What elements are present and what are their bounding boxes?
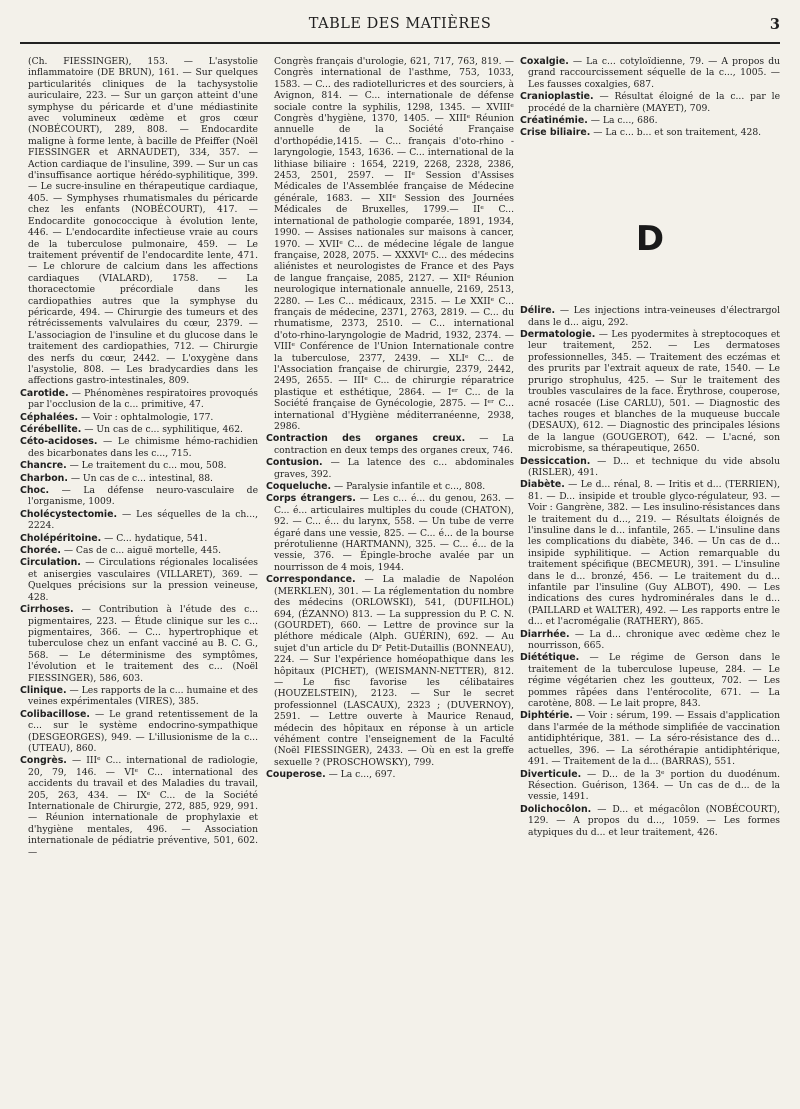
entry-headword: Coqueluche.	[266, 481, 332, 493]
index-entry	[520, 456, 780, 479]
entry-text: — La contraction en deux temps des organes creux, 746.	[274, 433, 514, 456]
entry-text: — Le d... rénal, 8. — Iritis et d... (TERRIEN), 81. — D... insipide et trouble glyco-régulateur, 93. — Voir : Gangrène, 382. — Les insulino-résistances dans le traitement du d..., 219. — Résultats éloignés de l'insuline dans le d... infantile, 265. — L'insuline dans les complications du diabète, 346. — Un cas de d... insipide syphilitique. — Action remarquable du traitement spécifique (BECMEUR), 391. — L'insuline dans le d... bronzé, 456. — Le traitement du d... infantile par l'insuline (Guy ALBOT), 490. — Les indications des cures hydrominérales dans le d... (PAILLARD et WALTER), 492. — Les rapports entre le d... et l'acromégalie (RATHERY), 865.	[528, 479, 780, 628]
entry-headword: Diététique.	[520, 652, 580, 664]
entry-headword: Cérébellite.	[20, 424, 82, 435]
entry-headword: Céphalées.	[20, 411, 79, 423]
entry-headword: Crise biliaire.	[520, 127, 591, 139]
index-entry	[520, 329, 780, 454]
entry-text: — D... et mégacôlon (NOBÉCOURT), 129. — A propos du d..., 1059. — Les formes atypiques du d... et leur traitement, 426.	[528, 803, 780, 838]
entry-headword: Coxalgie.	[520, 56, 569, 67]
entry-headword: Diabète.	[520, 479, 565, 491]
index-entry	[520, 804, 780, 838]
entry-headword: Cholécystectomie.	[20, 508, 118, 520]
index-entry	[20, 436, 258, 459]
entry-text: — Les injections intra-veineuses d'électrargol dans le d... aigu, 292.	[528, 305, 780, 328]
index-entry	[266, 56, 514, 432]
entry-text: — Un cas de c... syphilitique, 462.	[84, 424, 243, 435]
entry-headword: Céto-acidoses.	[20, 436, 98, 448]
entry-headword: Cranioplastie.	[520, 91, 594, 103]
entry-headword: Créatinémie.	[520, 115, 588, 127]
index-entry	[520, 629, 780, 652]
index-entry	[520, 127, 780, 138]
entry-text: — Paralysie infantile et c..., 808.	[334, 481, 486, 493]
entry-text: — IIIᵉ C... international de radiologie, 20, 79, 146. — VIᵉ C... international des accidents du travail et des Maladies du travail, 205, 263, 434. — IXᵉ C... de la Société Internationale de Chirurgie, 272, 885, 929, 991. — Réunion internationale de prophylaxie et d'hygiène mentales, 496. — Association internationale de pédiatrie préventive, 501, 602. —	[28, 755, 258, 858]
index-entry	[520, 56, 780, 90]
entry-text: — Résultat éloigné de la c... par le procédé de la charnière (MAYET), 709.	[528, 91, 780, 114]
index-entry	[20, 709, 258, 755]
entry-headword: Contusion.	[266, 457, 323, 469]
index-entry	[20, 412, 258, 423]
entry-headword: Dessiccation.	[520, 455, 591, 467]
entry-text: — La c..., 697.	[328, 769, 396, 781]
page-number: 3	[769, 16, 780, 33]
entry-headword: Clinique.	[20, 684, 67, 696]
section-letter: D	[635, 218, 665, 259]
index-entry	[20, 533, 258, 544]
entry-text: Congrès français d'urologie, 621, 717, 763, 819. — Congrès international de l'asthme, 753, 1033, 1583. — C... des radiotellurістes et des sourciers, à Avignon, 814. — C... internationale de défense sociale contre la syphilis, 1298, 1345. — XVIIIᵉ Congrès d'hygiène, 1370, 1405. — XIIIᵉ Réunion annuelle de la Société Française d'orthopédie,1415. — C... français d'oto-rhino - laryngologie, 1543, 1636. — C... international de la lithiase biliaire : 1654, 2219, 2268, 2328, 2386, 2453, 2501, 2597. — IIᵉ Session d'Assises Médicales de l'Assemblée française de Médecine générale, 1683. — XIIᵉ Session des Journées Médicales de Bruxelles, 1799.— IIᵉ C... international de pathologie comparée, 1891, 1934, 1990. — Assises nationales sur maisons à cancer, 1970. — XVIIᵉ C... de médecine légale de langue française, 2028, 2075. — XXXVIᵉ C... des médecins aliénistes et neurologistes de France et des Pays de langue française, 2085, 2127. — XIIᵉ Réunion neurologique internationale annuelle, 2169, 2513, 2280. — Les C... médicaux, 2315. — Le XXIIᵉ C... français de médecine, 2371, 2763, 2819. — C... du rhumatisme, 2373, 2510. — C... international d'oto-rhino-laryngologie de Madrid, 1932, 2374. — VIIIᵉ Conférence de l'Union Internationale contre la tuberculose, 2377, 2439. — XLIᵉ C... de l'Association française de chirurgie, 2379, 2442, 2495, 2655. — IIIᵉ C... de chirurgie réparatrice plastique et esthétique, 2864. — Iᵉʳ C... de la Société française de Gynécologie, 2875. — Iᵉʳ C... international d'Hygiène méditerranéenne, 2938, 2986.	[274, 56, 514, 432]
entry-text: — D... et technique du vide absolu (RISLER), 491.	[528, 455, 780, 478]
running-title: TABLE DES MATIÈRES	[308, 16, 492, 32]
entry-headword: Chorée.	[20, 545, 61, 557]
entry-headword: Correspondance.	[266, 574, 356, 586]
index-entry	[20, 685, 258, 708]
entry-headword: Congrès.	[20, 755, 67, 767]
entry-text: — Contribution à l'étude des c... pigmentaires, 223. — Étude clinique sur les c... pigmentaires, 366. — C... hypertrophique et tuberculose chez un enfant vacciné au B. C. G., 568. — Le déterminisme des symptômes, l'évolution et le traitement des c... (Noël FIESSINGER), 586, 603.	[28, 604, 258, 684]
index-entry	[520, 305, 780, 328]
index-entry	[20, 424, 258, 435]
entry-text: — Le grand retentissement de la c... sur le système endocrino-sympathique (DESGEORGES), 949. — L'illusionisme de la c... (UTEAU), 860.	[28, 708, 258, 754]
entry-headword: Carotide.	[20, 387, 69, 399]
entry-text: — Les séquelles de la ch..., 2224.	[28, 508, 258, 532]
index-entry	[20, 557, 258, 603]
entry-text: — C... hydatique, 541.	[104, 532, 208, 544]
entry-text: — Voir : sérum, 199. — Essais d'application dans l'armée de la méthode simplifiée de vaccination antidiphtérique, 381. — La séro-résistance des d... actuelles, 396. — La sérothérapie antidiphtérique, 491. — Traitement de la d... (BARRAS), 551.	[528, 710, 780, 768]
index-entry	[520, 115, 780, 126]
index-entry	[520, 479, 780, 627]
entry-text: — Les c... é... du genou, 263. — C... é... articulaires multiples du coude (CHATON), 92. — C... é... du larynx, 558. — Un tube de verre égaré dans une vessie, 825. — C... é... de la bourse prérotulienne (HARTMANN), 325. — C... é... de la vessie, 376. — Épingle-broche avalée par un nourrisson de 4 mois, 1944.	[274, 493, 514, 573]
entry-text: — La latence des c... abdominales graves, 392.	[274, 457, 514, 480]
entry-text: — Les rapports de la c... humaine et des veines expérimentales (VIRES), 385.	[28, 684, 258, 708]
index-column-2	[266, 56, 514, 1096]
entry-headword: Dolichocôlon.	[520, 803, 592, 815]
entry-text: — La c..., 686.	[590, 115, 658, 127]
entry-headword: Charbon.	[20, 472, 68, 484]
entry-headword: Couperose.	[266, 769, 326, 781]
entry-text: — La maladie de Napoléon (MERKLEN), 301. — La réglementation du nombre des médecins (ORLOWSKI), 541, (DUFILHOL) 694, (ÉZANNO) 813. — La suppression du P. C. N. (GOURDET), 660. — Lettre de province sur la pléthore médicale (Alph. GUÉRIN), 692. — Au sujet d'un article du Dʳ Petit-Dutaillis (BONNEAU), 224. — Sur l'expérience homéopathique dans les hôpitaux (PICHET), (WEISMANN-NETTER), 812. — Le fisc favorise les célibataires (HOUZELSTEIN), 2123. — Sur le secret professionnel (LASCAUX), 2323 ; (DUVERNOY), 2591. — Lettre ouverte à Maurice Renaud, médecin des hôpitaux en réponse à un article véhément contre l'enseignement de la Faculté (Noël FIESSINGER), 2433. — Où en est la greffe sexuelle ? (PROSCHOWSKY), 799.	[274, 574, 514, 768]
index-entry	[520, 769, 780, 803]
entry-text: — Voir : ophtalmologie, 177.	[80, 411, 214, 423]
index-entry	[20, 473, 258, 484]
entry-headword: Diphtérie.	[520, 710, 573, 722]
index-entry	[20, 755, 258, 858]
index-entry	[520, 91, 780, 114]
entry-headword: Délire.	[520, 305, 556, 317]
index-entry	[266, 574, 514, 768]
index-entry	[266, 433, 514, 456]
entry-text: — Le traitement du c... mou, 508.	[69, 460, 227, 472]
entry-headword: Colibacillose.	[20, 708, 90, 720]
index-entry	[20, 485, 258, 508]
index-column-1	[20, 56, 258, 1096]
entry-text: — Phénomènes respiratoires provoqués par l'occlusion de la c... primitive, 47.	[28, 387, 258, 411]
entry-headword: Circulation.	[20, 557, 81, 569]
page-header	[20, 14, 780, 44]
entry-headword: Contraction des organes creux.	[266, 433, 466, 445]
entry-text: — La défense neuro-vasculaire de l'organisme, 1009.	[28, 485, 258, 508]
entry-text: — Le régime de Gerson dans le traitement de la tuberculose lupeuse, 284. — Le régime végétarien chez les goutteux, 702. — Les pommes râpées dans l'entérocolite, 671. — La carotène, 808. — Le lait propre, 843.	[528, 652, 780, 710]
entry-text: — D... de la 3ᵉ portion du duodénum. Résection. Guérison, 1364. — Un cas de d... de la vessie, 1491.	[528, 768, 780, 803]
index-entry	[20, 545, 258, 556]
index-column-3	[520, 56, 780, 1096]
entry-headword: Diverticule.	[520, 768, 582, 780]
entry-headword: Dermatologie.	[520, 329, 596, 341]
entry-headword: Diarrhée.	[520, 628, 570, 640]
entry-text: — Le chimisme hémo-rachidien des bicarbonates dans les c..., 715.	[28, 436, 258, 459]
entry-text: — Un cas de c... intestinal, 88.	[70, 472, 213, 484]
entry-text: — Les pyodermites à streptocoques et leur traitement, 252. — Les dermatoses professionnelles, 345. — Traitement des eczémas et des prurits par l'extrait aqueux de rate, 1540. — Le prurigo strophulus, 425. — Sur le traitement des troubles vasculaires de la face. Érythrose, couperose, acné rosacée (Lise CARLU), 501. — Diagnostic des taches rouges et blanches de la muqueuse buccale (DESAUX), 612. — Diagnostic des principales lésions de la langue (GOUGEROT), 642. — L'acné, son microbisme, sa thérapeutique, 2650.	[528, 329, 780, 455]
entry-text: — Cas de c... aiguë mortelle, 445.	[63, 545, 222, 557]
index-entry	[20, 604, 258, 684]
entry-text: — La c... b... et son traitement, 428.	[593, 127, 762, 139]
index-entry	[266, 769, 514, 780]
index-entry	[20, 388, 258, 411]
entry-text: — La d... chronique avec œdème chez le nourrisson, 665.	[528, 628, 780, 652]
index-entry	[20, 509, 258, 532]
entry-headword: Cholépéritoine.	[20, 532, 102, 544]
entry-headword: Choc.	[20, 485, 50, 497]
entry-text: — La c... cotyloïdienne, 79. — A propos du grand raccourcissement séquelle de la c..., 1005. — Les fausses coxalgies, 687.	[528, 56, 780, 90]
entry-headword: Cirrhoses.	[20, 604, 74, 616]
index-entry	[520, 710, 780, 767]
index-entry	[266, 457, 514, 480]
entry-headword: Chancre.	[20, 460, 67, 472]
index-entry	[20, 56, 258, 387]
index-entry	[20, 460, 258, 471]
index-entry	[266, 493, 514, 573]
entry-text: — Circulations régionales localisées et anisergies vasculaires (VILLARET), 369. — Quelques précisions sur la pression veineuse, 428.	[28, 557, 258, 603]
entry-text: (Ch. FIESSINGER), 153. — L'asystolie inflammatoire (DE BRUN), 161. — Sur quelques particularités cliniques de la tachysystolie auriculaire, 223. — Sur un garçon atteint d'une symphyse du péricarde et d'une médiastinite avec volumineux œdème et gros cœur (NOBÉCOURT), 289, 808. — Endocardite maligne à forme lente, à bacille de Pfeiffer (Noël FIESSINGER et ARNAUDET), 334, 357. — Action cardiaque de l'insuline, 399. — Sur un cas d'insuffisance aortique hérédo-syphilitique, 399. — Le sucre-insuline en thérapeutique cardiaque, 405. — Symphyses rhumatismales du péricarde chez les enfants (NOBÉCOURT), 417. — Endocardite gonococcique à évolution lente, 446. — L'endocardite infectieuse vraie au cours de la tuberculose pulmonaire, 459. — Le traitement préventif de l'endocardite lente, 471. — Le chlorure de calcium dans les affections cardiaques (VIALARD), 1758. — La thoracectomie précordiale dans les cardiopathies autres que la symphyse du péricarde, 494. — Chirurgie des tumeurs et des rétrécissements valvulaires du cœur, 2379. — L'associagion de l'insuline et du glucose dans le traitement des cardiopathies, 712. — Chirurgie des nerfs du cœur, 2442. — L'oxygène dans l'asystolie, 808. — Les bradycardies dans les affections gastro-intestinales, 809.	[28, 56, 258, 387]
index-entry	[520, 652, 780, 709]
index-entry	[266, 481, 514, 492]
entry-headword: Corps étrangers.	[266, 493, 356, 505]
